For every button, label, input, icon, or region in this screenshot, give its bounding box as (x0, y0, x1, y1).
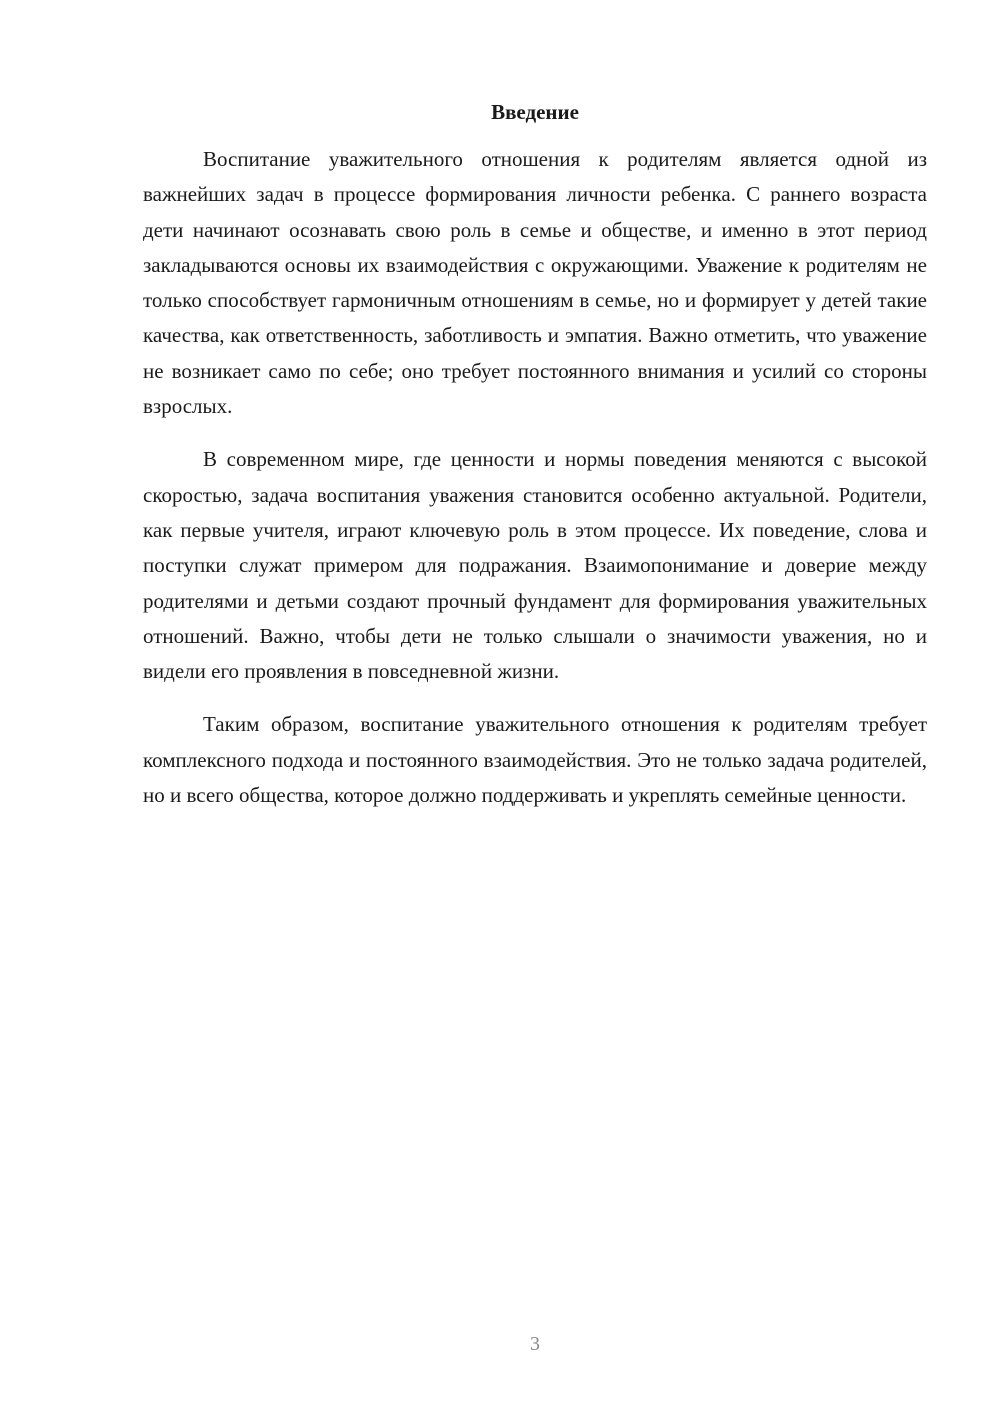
paragraph-2: В современном мире, где ценности и нормы поведения меняются с высокой скоростью, задача воспитания уважения становится особенно актуальной. Родители, как первые учителя, играют ключевую роль в этом процессе. Их поведение, слова и поступки служат примером для подражания. Взаимопонимание и доверие между родителями и детьми создают прочный фундамент для формирования уважительных отношений. Важно, чтобы дети не только слышали о значимости уважения, но и видели его проявления в повседневной жизни. (143, 447, 927, 684)
paragraph-3: Таким образом, воспитание уважительного отношения к родителям требует комплексного подхода и постоянного взаимодействия. Это не только задача родителей, но и всего общества, которое должно поддерживать и укреплять семейные ценности. (143, 712, 927, 808)
page-number: 3 (530, 1333, 540, 1355)
paragraph-1: Воспитание уважительного отношения к родителям является одной из важнейших задач в процессе формирования личности ребенка. С раннего возраста дети начинают осознавать свою роль в семье и обществе, и именно в этот период закладываются основы их взаимодействия с окружающими. Уважение к родителям не только способствует гармоничным отношениям в семье, но и формирует у детей такие качества, как ответственность, заботливость и эмпатия. Важно отметить, что уважение не возникает само по себе; оно требует постоянного внимания и усилий со стороны взрослых. (143, 147, 927, 419)
page-content (143, 95, 927, 831)
section-heading: Введение (491, 100, 579, 124)
